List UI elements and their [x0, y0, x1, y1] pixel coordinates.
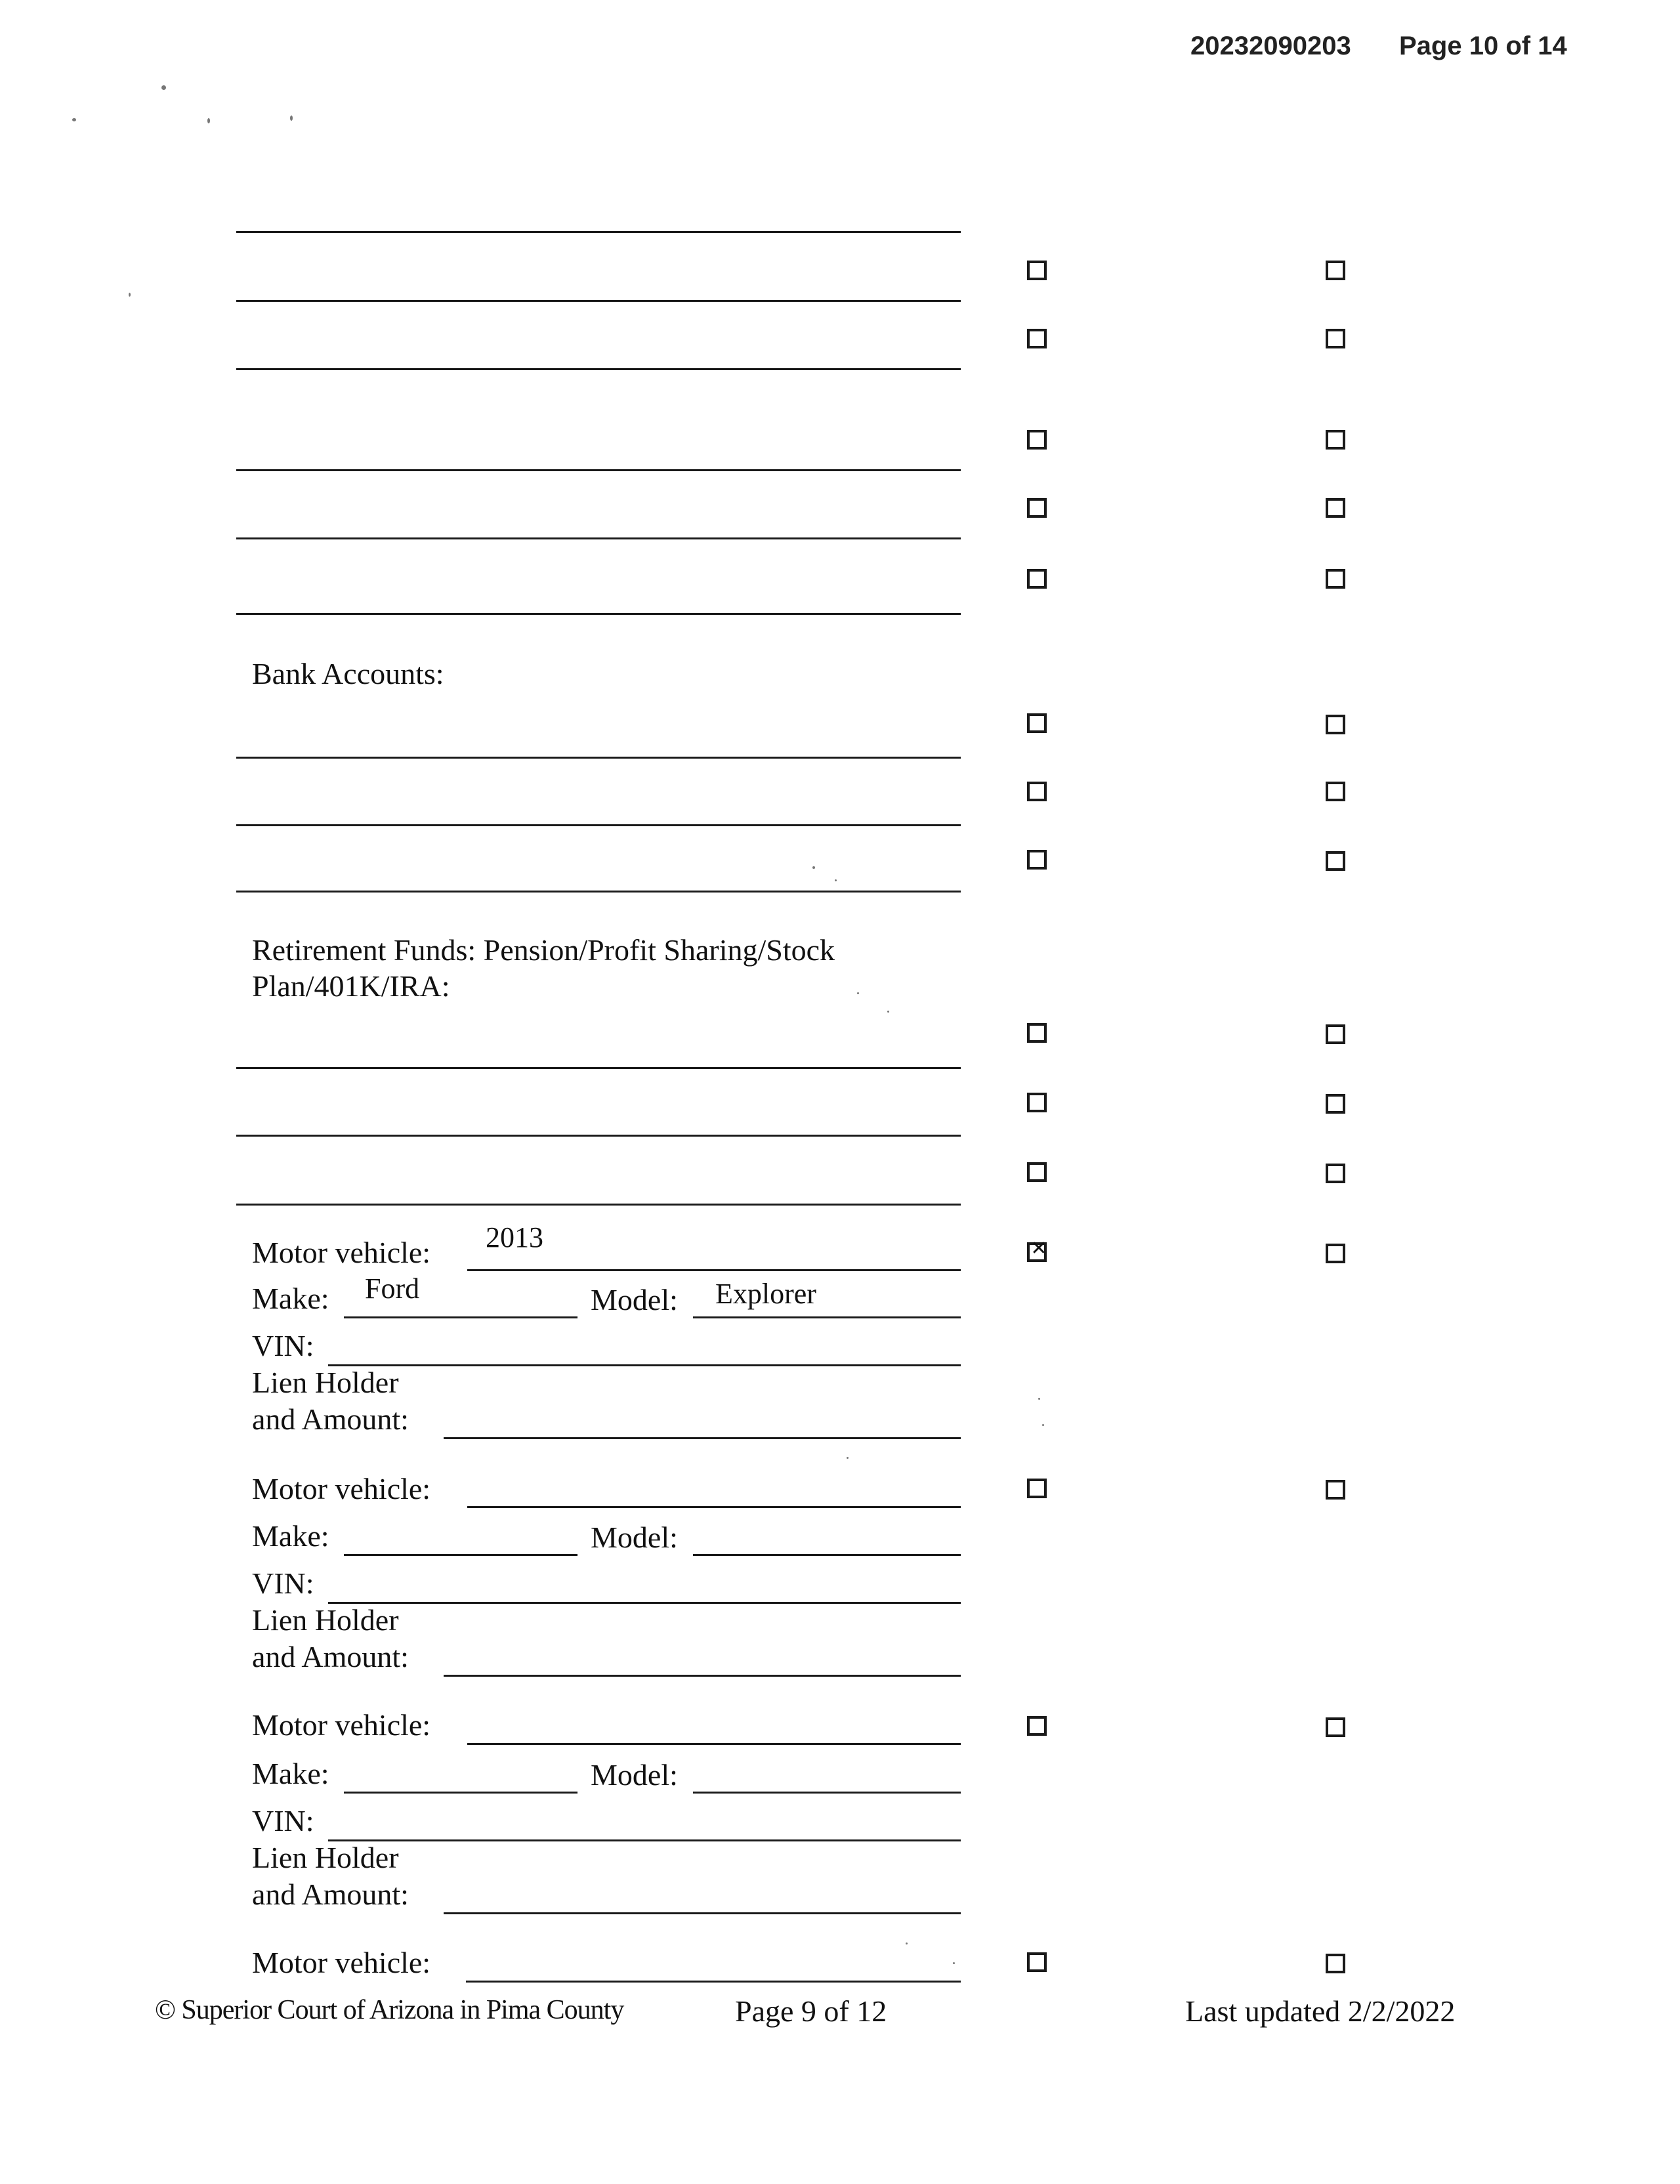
checkbox-right[interactable]	[1326, 1244, 1345, 1263]
checkbox-right[interactable]	[1326, 498, 1345, 518]
vehicle-year-line[interactable]	[466, 1981, 961, 1983]
entry-line[interactable]	[236, 1135, 961, 1137]
x-mark-icon: ✕	[1030, 1237, 1047, 1260]
checkbox-left[interactable]	[1027, 1093, 1047, 1112]
lien-line[interactable]	[444, 1675, 961, 1677]
checkbox-right[interactable]	[1326, 851, 1345, 871]
vin-line[interactable]	[328, 1364, 961, 1366]
model-value: Explorer	[715, 1278, 816, 1310]
vin-line[interactable]	[328, 1602, 961, 1604]
bank-accounts-heading: Bank Accounts:	[252, 657, 444, 690]
entry-line[interactable]	[236, 1067, 961, 1069]
lien-holder-label: Lien Holder	[252, 1603, 399, 1637]
entry-line[interactable]	[236, 891, 961, 892]
lien-holder-label: Lien Holder	[252, 1841, 399, 1874]
checkbox-left[interactable]	[1027, 261, 1047, 280]
vehicle-year-value: 2013	[486, 1221, 543, 1253]
lien-holder-label: Lien Holder	[252, 1366, 399, 1399]
make-line[interactable]	[344, 1316, 578, 1318]
checkbox-right[interactable]	[1326, 1164, 1345, 1183]
checkbox-right[interactable]	[1326, 1717, 1345, 1737]
model-line[interactable]	[693, 1316, 961, 1318]
checkbox-left[interactable]	[1027, 1479, 1047, 1498]
entry-line[interactable]	[236, 1204, 961, 1206]
vin-line[interactable]	[328, 1839, 961, 1841]
make-value: Ford	[365, 1272, 420, 1305]
model-label: Model:	[591, 1283, 678, 1316]
lien-line[interactable]	[444, 1912, 961, 1914]
lien-amount-label: and Amount:	[252, 1878, 409, 1911]
checkbox-left[interactable]	[1027, 1023, 1047, 1043]
form-page-number: Page 9 of 12	[735, 1994, 887, 2028]
checkbox-left[interactable]	[1027, 782, 1047, 801]
vin-label: VIN:	[252, 1566, 314, 1600]
vehicle-year-line[interactable]	[467, 1269, 961, 1271]
entry-line[interactable]	[236, 231, 961, 233]
last-updated: Last updated 2/2/2022	[1185, 1994, 1456, 2028]
checkbox-right[interactable]	[1326, 1024, 1345, 1044]
make-line[interactable]	[344, 1554, 578, 1556]
lien-amount-label: and Amount:	[252, 1402, 409, 1436]
entry-line[interactable]	[236, 537, 961, 539]
vehicle-year-line[interactable]	[467, 1743, 961, 1745]
model-line[interactable]	[693, 1554, 961, 1556]
entry-line[interactable]	[236, 824, 961, 826]
checkbox-right[interactable]	[1326, 430, 1345, 450]
entry-line[interactable]	[236, 300, 961, 302]
entry-line[interactable]	[236, 368, 961, 370]
lien-line[interactable]	[444, 1437, 961, 1439]
checkbox-right[interactable]	[1326, 715, 1345, 734]
make-label: Make:	[252, 1282, 329, 1315]
checkbox-left-checked[interactable]	[1027, 1237, 1047, 1262]
document-number: 20232090203	[1190, 32, 1351, 60]
make-label: Make:	[252, 1757, 329, 1790]
checkbox-left[interactable]	[1027, 713, 1047, 733]
checkbox-left[interactable]	[1027, 1952, 1047, 1972]
retirement-heading-line1: Retirement Funds: Pension/Profit Sharing/Stock	[252, 933, 835, 967]
lien-amount-label: and Amount:	[252, 1640, 409, 1673]
checkbox-right[interactable]	[1326, 569, 1345, 589]
vin-label: VIN:	[252, 1804, 314, 1838]
checkbox-left[interactable]	[1027, 430, 1047, 450]
entry-line[interactable]	[236, 757, 961, 759]
checkbox-right[interactable]	[1326, 329, 1345, 348]
checkbox-left[interactable]	[1027, 569, 1047, 589]
checkbox-left[interactable]	[1027, 1716, 1047, 1736]
entry-line[interactable]	[236, 613, 961, 615]
make-line[interactable]	[344, 1792, 578, 1794]
checkbox-left[interactable]	[1027, 329, 1047, 348]
motor-vehicle-label: Motor vehicle:	[252, 1946, 431, 1979]
motor-vehicle-label: Motor vehicle:	[252, 1236, 431, 1269]
retirement-heading-line2: Plan/401K/IRA:	[252, 969, 450, 1003]
checkbox-left[interactable]	[1027, 498, 1047, 518]
model-label: Model:	[591, 1521, 678, 1554]
checkbox-left[interactable]	[1027, 1162, 1047, 1182]
make-label: Make:	[252, 1519, 329, 1553]
model-line[interactable]	[693, 1792, 961, 1794]
motor-vehicle-label: Motor vehicle:	[252, 1472, 431, 1505]
model-label: Model:	[591, 1758, 678, 1792]
motor-vehicle-label: Motor vehicle:	[252, 1708, 431, 1742]
vehicle-year-line[interactable]	[467, 1506, 961, 1508]
checkbox-right[interactable]	[1326, 1954, 1345, 1973]
checkbox-right[interactable]	[1326, 1480, 1345, 1500]
checkbox-left[interactable]	[1027, 850, 1047, 870]
vin-label: VIN:	[252, 1329, 314, 1362]
checkbox-right[interactable]	[1326, 782, 1345, 801]
checkbox-right[interactable]	[1326, 1094, 1345, 1114]
entry-line[interactable]	[236, 469, 961, 471]
checkbox-right[interactable]	[1326, 261, 1345, 280]
page-indicator: Page 10 of 14	[1399, 32, 1567, 60]
copyright-notice: © Superior Court of Arizona in Pima County	[155, 1995, 624, 2025]
